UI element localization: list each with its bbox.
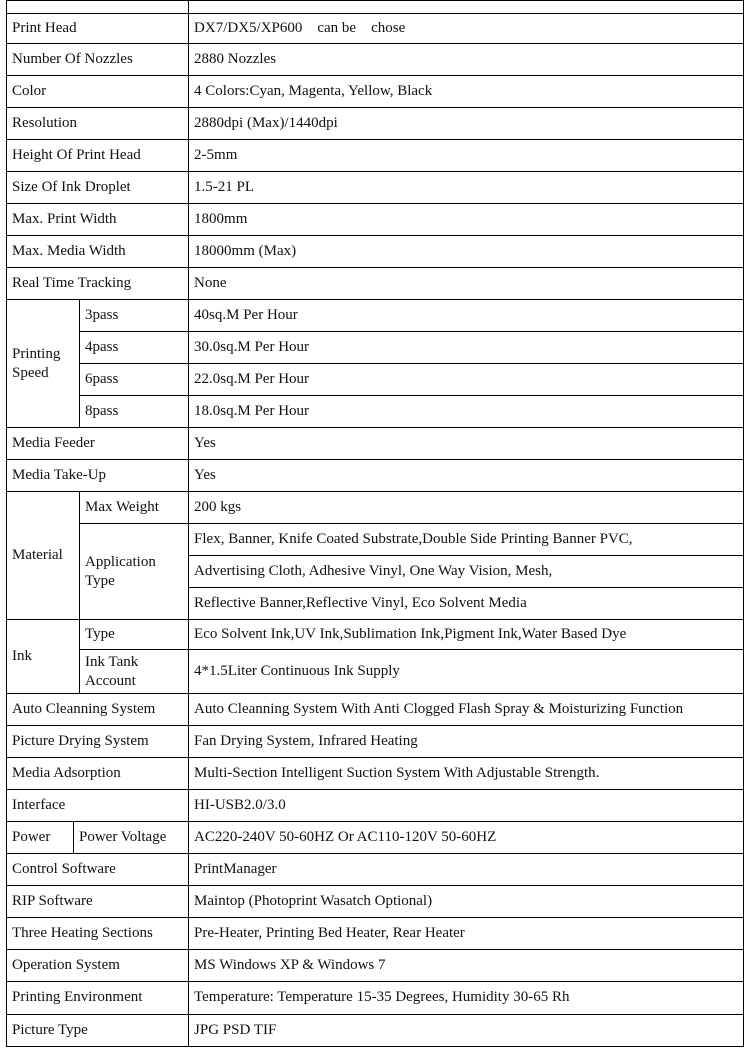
max-weight-value: 200 kgs	[189, 492, 744, 524]
application-type-label-line1: Application	[85, 553, 156, 570]
row-label: Media Take-Up	[7, 460, 189, 492]
table-row	[7, 140, 744, 172]
table-top-edge-row	[7, 1, 744, 14]
application-type-label-line2: Type	[85, 572, 115, 589]
ink-label: Ink	[7, 620, 80, 694]
row-value: MS Windows XP & Windows 7	[189, 950, 744, 982]
row-label: Media Feeder	[7, 428, 189, 460]
application-type-value: Flex, Banner, Knife Coated Substrate,Double Side Printing Banner PVC,	[189, 524, 744, 556]
printing-speed-label-line1: Printing	[12, 345, 61, 362]
row-label: Max. Print Width	[7, 204, 189, 236]
row-value: 1800mm	[189, 204, 744, 236]
top-edge-cell	[189, 1, 744, 14]
row-label: Color	[7, 76, 189, 108]
row-label: Control Software	[7, 854, 189, 886]
table-row	[7, 396, 744, 428]
table-row	[7, 268, 744, 300]
row-label: Interface	[7, 790, 189, 822]
row-label: Height Of Print Head	[7, 140, 189, 172]
row-value: DX7/DX5/XP600 can be chose	[189, 14, 744, 44]
row-label: RIP Software	[7, 886, 189, 918]
table-row	[7, 694, 744, 726]
table-row	[7, 172, 744, 204]
row-label: Number Of Nozzles	[7, 44, 189, 76]
row-value: JPG PSD TIF	[189, 1014, 744, 1047]
pass-value: 30.0sq.M Per Hour	[189, 332, 744, 364]
table-row	[7, 886, 744, 918]
table-row	[7, 982, 744, 1014]
pass-value: 22.0sq.M Per Hour	[189, 364, 744, 396]
row-label: Printing Environment	[7, 982, 189, 1014]
pass-value: 40sq.M Per Hour	[189, 300, 744, 332]
pass-label: 4pass	[80, 332, 189, 364]
table-row	[7, 758, 744, 790]
row-label: Size Of Ink Droplet	[7, 172, 189, 204]
table-row	[7, 204, 744, 236]
row-value: Auto Cleanning System With Anti Clogged Flash Spray & Moisturizing Function	[189, 694, 744, 726]
row-value: Yes	[189, 460, 744, 492]
ink-tank-label-line1: Ink Tank	[85, 653, 139, 670]
printing-speed-label	[7, 300, 80, 428]
power-voltage-value: AC220-240V 50-60HZ Or AC110-120V 50-60HZ	[189, 822, 744, 854]
row-value: 2-5mm	[189, 140, 744, 172]
table-row	[7, 300, 744, 332]
pass-value: 18.0sq.M Per Hour	[189, 396, 744, 428]
table-row	[7, 14, 744, 44]
table-row	[7, 726, 744, 758]
table-row	[7, 822, 744, 854]
row-label: Max. Media Width	[7, 236, 189, 268]
table-row	[7, 854, 744, 886]
table-row	[7, 108, 744, 140]
table-row	[7, 44, 744, 76]
ink-tank-value: 4*1.5Liter Continuous Ink Supply	[189, 650, 744, 694]
row-label: Resolution	[7, 108, 189, 140]
row-label: Three Heating Sections	[7, 918, 189, 950]
table-row	[7, 460, 744, 492]
row-value: 2880 Nozzles	[189, 44, 744, 76]
top-edge-cell	[7, 1, 189, 14]
ink-tank-label	[80, 650, 189, 694]
table-row	[7, 918, 744, 950]
spec-table	[6, 0, 744, 1047]
row-label: Print Head	[7, 14, 189, 44]
row-value: HI-USB2.0/3.0	[189, 790, 744, 822]
row-value: Pre-Heater, Printing Bed Heater, Rear Heater	[189, 918, 744, 950]
row-value: Multi-Section Intelligent Suction System With Adjustable Strength.	[189, 758, 744, 790]
power-label: Power	[7, 822, 74, 854]
row-value: None	[189, 268, 744, 300]
printing-speed-label-line2: Speed	[12, 364, 49, 381]
row-value: 18000mm (Max)	[189, 236, 744, 268]
material-label: Material	[7, 492, 80, 620]
row-value: Temperature: Temperature 15-35 Degrees, Humidity 30-65 Rh	[189, 982, 744, 1014]
table-row	[7, 524, 744, 556]
ink-tank-label-line2: Account	[85, 672, 136, 689]
row-label: Operation System	[7, 950, 189, 982]
application-type-label	[80, 524, 189, 620]
row-label: Picture Drying System	[7, 726, 189, 758]
row-value: 4 Colors:Cyan, Magenta, Yellow, Black	[189, 76, 744, 108]
row-value: PrintManager	[189, 854, 744, 886]
table-row	[7, 790, 744, 822]
table-row	[7, 492, 744, 524]
application-type-value: Reflective Banner,Reflective Vinyl, Eco Solvent Media	[189, 588, 744, 620]
row-value: Maintop (Photoprint Wasatch Optional)	[189, 886, 744, 918]
table-row	[7, 236, 744, 268]
row-label: Media Adsorption	[7, 758, 189, 790]
table-row	[7, 650, 744, 694]
application-type-value: Advertising Cloth, Adhesive Vinyl, One Way Vision, Mesh,	[189, 556, 744, 588]
table-row	[7, 950, 744, 982]
ink-type-label: Type	[80, 620, 189, 650]
power-voltage-label: Power Voltage	[74, 822, 189, 854]
table-row	[7, 428, 744, 460]
pass-label: 3pass	[80, 300, 189, 332]
row-label: Auto Cleanning System	[7, 694, 189, 726]
table-row	[7, 364, 744, 396]
ink-type-value: Eco Solvent Ink,UV Ink,Sublimation Ink,Pigment Ink,Water Based Dye	[189, 620, 744, 650]
pass-label: 6pass	[80, 364, 189, 396]
max-weight-label: Max Weight	[80, 492, 189, 524]
table-row	[7, 1014, 744, 1047]
table-row	[7, 620, 744, 650]
row-value: Fan Drying System, Infrared Heating	[189, 726, 744, 758]
row-value: 1.5-21 PL	[189, 172, 744, 204]
row-label: Real Time Tracking	[7, 268, 189, 300]
row-label: Picture Type	[7, 1014, 189, 1047]
table-row	[7, 76, 744, 108]
row-value: 2880dpi (Max)/1440dpi	[189, 108, 744, 140]
table-row	[7, 332, 744, 364]
pass-label: 8pass	[80, 396, 189, 428]
row-value: Yes	[189, 428, 744, 460]
